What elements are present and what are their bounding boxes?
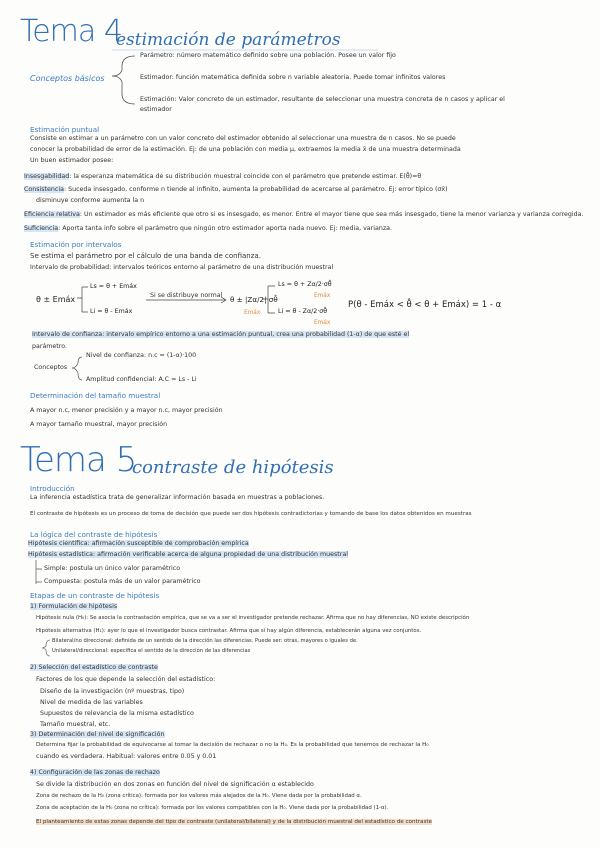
etapa-title-text: 2) Selección del estadístico de contraste xyxy=(30,664,158,671)
concept-parametro: Parámetro: número matemático definido sobre una población. Posee un valor fijo xyxy=(140,52,396,59)
concept-estimacion-cont: estimador xyxy=(140,106,172,113)
confianza-line-1 xyxy=(32,331,409,338)
confianza-text: Intervalo de confianza: intervalo empírico entorno a una estimación puntual, crea una probabilidad (1-α) de que esté el xyxy=(32,331,410,338)
prop-eficiencia xyxy=(24,211,584,218)
etapa-title-text: 3) Determinación del nivel de significación xyxy=(30,731,165,738)
intro-heading: Introducción xyxy=(30,484,75,493)
prop-suficiencia xyxy=(24,225,392,232)
etapas-heading: Etapas de un contraste de hipótesis xyxy=(30,591,160,600)
prop-consistencia-cont: disminuye conforme aumenta la n xyxy=(36,197,145,204)
logica-simple: Simple: postula un único valor paramétrico xyxy=(44,565,181,572)
formula-ls: Ls = θ + Emáx xyxy=(90,283,137,290)
muestra-line-2: A mayor tamaño muestral, mayor precisión xyxy=(30,421,168,428)
formula-orange-2: Emáx xyxy=(314,320,331,326)
etapa-1-line-4: Unilateral/direccional: especifica el sentido de la dirección de las diferencias xyxy=(52,648,251,654)
conceptos2-label: Conceptos xyxy=(34,364,68,371)
formula-prob: P(θ - Emáx < θ̂ < θ + Emáx) = 1 - α xyxy=(348,300,502,310)
puntual-heading: Estimación puntual xyxy=(30,125,100,134)
confianza-line-2: parámetro. xyxy=(32,343,67,350)
etapa-2-line-1: Factores de los que depende la selección del estadístico: xyxy=(36,676,216,683)
puntual-line-3: Un buen estimador posee: xyxy=(30,157,114,164)
prop-name: Consistencia xyxy=(24,186,64,193)
muestra-heading: Determinación del tamaño muestral xyxy=(30,391,161,400)
formula-arrow-label: Si se distribuye normal xyxy=(150,292,223,299)
etapa-2-title xyxy=(30,664,158,671)
muestra-line-1: A mayor n.c, menor precisión y a mayor n.c, mayor precisión xyxy=(30,407,223,414)
prop-text: : la esperanza matemática de su distribución muestral coincide con el parámetro que pretende estimar. E(θ̂)=θ xyxy=(69,173,422,180)
nivel-confianza: Nivel de confianza: n.c = (1-α)·100 xyxy=(86,352,197,359)
logica-text: Hipótesis estadística: afirmación verificable acerca de alguna propiedad de una distribución muestral xyxy=(28,551,348,558)
formula-right-li: Li = θ - Zα/2·σθ̂ xyxy=(278,308,328,315)
etapa-3-line-1: Determina fijar la probabilidad de equivocarse al tomar la decisión de rechazar o no la H₀. Es la probabilidad que tenemos de rechazar la H₀ xyxy=(36,742,429,748)
intro-line-1: La inferencia estadística trata de generalizar información basada en muestras a poblaciones. xyxy=(30,494,325,501)
logica-compuesta: Compuesta: postula más de un valor paramétrico xyxy=(44,578,201,585)
etapa-1-title xyxy=(30,603,117,610)
etapa-3-line-2: cuando es verdadera. Habitual: valores entre 0.05 y 0.01 xyxy=(36,753,217,760)
formula-lhs: θ ± Emáx xyxy=(36,295,76,304)
puntual-line-1: Consiste en estimar a un parámetro con un valor concreto del estimador obtenido al seleccionar una muestra de n casos. No se puede xyxy=(30,135,456,142)
etapa-4-line-3: Zona de aceptación de la H₀ (zona no crítica): formada por los valores compatibles con la H₀. Viene dada por la probabilidad (1-α). xyxy=(36,805,389,811)
etapa-2-line-2: Diseño de la investigación (nº muestras, tipo) xyxy=(40,688,185,695)
etapa-4-text: El planteamiento de estas zonas depende del tipo de contraste (unilateral/bilateral) y de la distribución muestral del estadístico de contraste xyxy=(36,819,432,825)
formula-right-ls: Ls = θ + Zα/2·σθ̂ xyxy=(278,281,332,288)
prop-text: : Suceda insesgado, conforme n tiende al infinito, aumenta la probabilidad de acercarse al parámetro. Ej: error típico (σx̄) xyxy=(63,186,448,193)
etapa-4-line-2: Zona de rechazo de la H₀ (zona crítica): formada por los valores más alejados de la H₀. Viene dada por la probabilidad α. xyxy=(36,793,362,799)
intervalos-line: Se estima el parámetro por el cálculo de una banda de confianza. xyxy=(30,252,261,260)
conceptos-basicos-label: Conceptos básicos xyxy=(30,74,105,83)
puntual-line-2: conocer la probabilidad de error de la estimación. Ej: de una población con media µ, extraemos la media x̄ de una muestra determinada xyxy=(30,146,461,153)
etapa-2-line-4: Supuestos de relevancia de la misma estadístico xyxy=(40,710,194,717)
logica-heading: La lógica del contraste de hipótesis xyxy=(30,530,158,539)
intro-line-2: El contraste de hipótesis es un proceso de toma de decisión que puede ser dos hipótesis contradictorias y tomando de base los datos obtenidos en muestras xyxy=(30,511,472,517)
etapa-1-line-3: Bilateral/no direccional: definida de un sentido de la dirección las diferencias. Puede ser: otras, mayores o iguales de. xyxy=(52,638,358,644)
intervalo-probabilidad: Intervalo de probabilidad: intervalos teóricos entorno al parámetro de una distribución muestral xyxy=(30,264,334,271)
tema5-title: Tema 5 xyxy=(20,440,137,480)
prop-name: Suficiencia xyxy=(24,225,59,232)
etapa-2-line-3: Nivel de medida de las variables xyxy=(40,699,143,706)
logica-text: Hipótesis científica: afirmación susceptible de comprobación empírica xyxy=(28,540,249,547)
formula-emax-label: Emáx xyxy=(244,310,261,316)
prop-name: Eficiencia relativa xyxy=(24,211,80,218)
logica-line-2 xyxy=(28,551,348,558)
amplitud-confidencial: Amplitud confidencial: A.C = Ls - Li xyxy=(86,376,197,383)
etapa-4-line-1: Se divide la distribución en dos zonas en función del nivel de significación α establecido xyxy=(36,781,314,788)
tema5-subtitle: contraste de hipótesis xyxy=(132,457,334,478)
concept-estimacion: Estimación: Valor concreto de un estimador, resultante de seleccionar una muestra concreta de n casos y aplicar el xyxy=(140,96,505,103)
etapa-3-title xyxy=(30,731,165,738)
formula-orange-1: Emáx xyxy=(314,293,331,299)
etapa-4-line-4 xyxy=(36,819,432,825)
concept-estimador: Estimador: función matemática definida sobre n variable aleatoria. Puede tomar infinitos valores xyxy=(140,74,446,81)
intervalos-heading: Estimación por intervalos xyxy=(30,240,122,249)
prop-text: : Aporta tanta info sobre el parámetro que ningún otro estimador aporta nada nuevo. Ej: media, varianza. xyxy=(58,225,393,232)
etapa-1-line-1: Hipótesis nula (H₀): Se asocia la contrastación empírica, que se va a ser el investigador pretende rechazar. Afirma que no hay diferencias, NO existe descripción xyxy=(36,615,470,621)
etapa-title-text: 1) Formulación de hipótesis xyxy=(30,603,118,610)
prop-name: Insesgabilidad xyxy=(24,173,70,180)
prop-text: : Un estimador es más eficiente que otro si es insesgado, es menor. Entre el mayor tiene que sea más insesgado, tiene la menor varianza y varianza corregida. xyxy=(79,211,584,218)
etapa-4-title xyxy=(30,769,160,776)
prop-consistencia xyxy=(24,186,448,193)
tema4-subtitle: estimación de parámetros xyxy=(116,30,341,50)
tema4-title: Tema 4 xyxy=(20,14,122,49)
formula-li: Li = θ - Emáx xyxy=(90,308,133,315)
etapa-2-line-5: Tamaño muestral, etc. xyxy=(40,721,111,728)
logica-line-1 xyxy=(28,540,249,547)
formula-center: θ ± |Zα/2| σθ̂ xyxy=(230,295,278,304)
prop-insesgabilidad xyxy=(24,173,421,180)
etapa-title-text: 4) Configuración de las zonas de rechazo xyxy=(30,769,160,776)
etapa-1-line-2: Hipótesis alternativa (H₁): ayer lo que el investigador busca contrastar. Afirma que sí hay algún diferencia, establecerán alguna vez conjuntos. xyxy=(36,628,422,634)
